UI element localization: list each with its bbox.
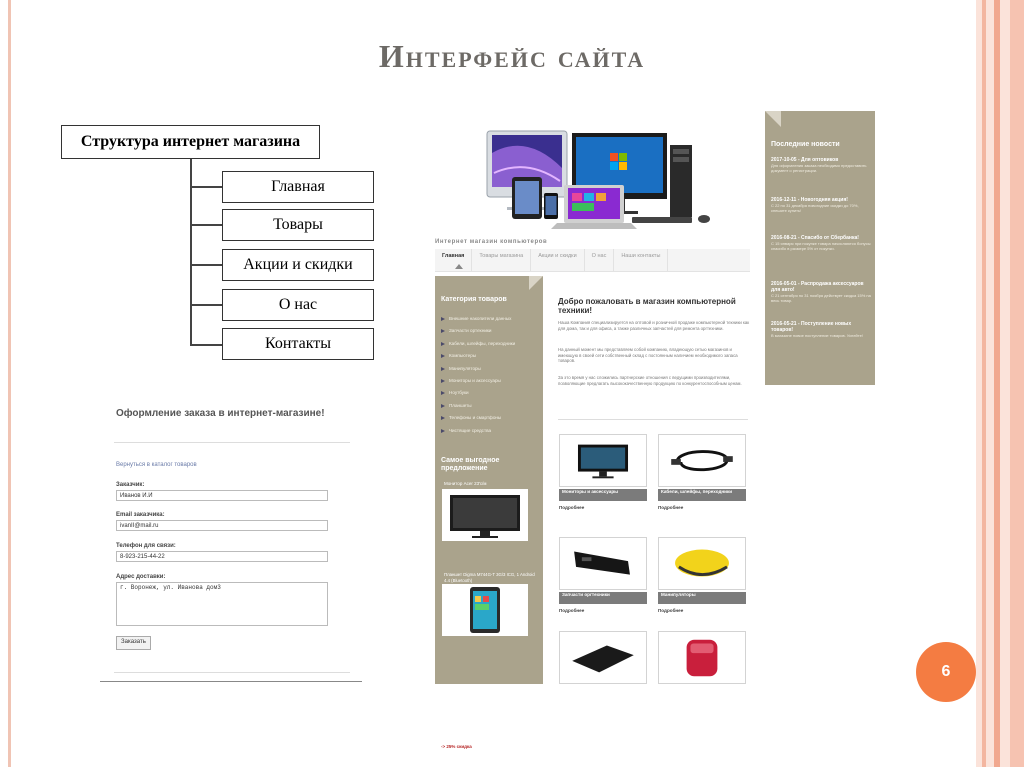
best-offer-title: Самое выгодное предложение — [441, 457, 500, 472]
category-item[interactable]: Планшеты — [441, 400, 515, 412]
category-item[interactable]: Внешние накопители данных — [441, 313, 515, 325]
product-more-link[interactable]: Подробнее — [559, 505, 585, 510]
page-number-badge: 6 — [916, 642, 976, 702]
discount-label: -> 25% скидка — [441, 744, 472, 749]
divider — [558, 419, 748, 420]
tree-branch — [190, 344, 222, 346]
hdd-product-image — [559, 631, 647, 684]
promo-discount — [441, 744, 499, 749]
news-item[interactable] — [771, 197, 871, 213]
structure-item-sales: Акции и скидки — [222, 249, 374, 281]
tree-branch — [190, 224, 222, 226]
structure-item-about: О нас — [222, 289, 374, 321]
form-bottom-line — [100, 681, 362, 682]
category-item[interactable]: Ноутбуки — [441, 387, 515, 399]
slide-title: Интерфейс сайта — [378, 38, 646, 74]
email-label: Email заказчика: — [116, 512, 165, 518]
address-textarea[interactable]: г. Воронеж, ул. Иванова дом3 — [116, 582, 328, 626]
news-item-heading: 2016-08-21 - Спасибо от Сбербанка! — [771, 235, 859, 241]
categories-sidebar — [435, 276, 543, 749]
news-item-heading: 2016-05-21 - Поступление новых товаров! — [771, 321, 852, 333]
computers-banner-image — [432, 113, 752, 235]
product-caption: Мониторы и аксессуары — [559, 489, 647, 501]
news-item[interactable] — [771, 281, 871, 303]
product-more-link[interactable]: Подробнее — [559, 608, 585, 613]
monitor-offer-image[interactable] — [442, 489, 528, 541]
email-input[interactable]: ivanII@mail.ru — [116, 520, 328, 531]
nav-tab-contacts[interactable]: Наши контакты — [614, 249, 668, 271]
website-mockup — [432, 113, 752, 749]
cable-product-image — [658, 434, 746, 487]
promo-text: Успейте приобрести товары по выгодным ценам! — [441, 730, 529, 741]
address-label: Адрес доставки: — [116, 574, 166, 580]
phone-product-image — [658, 631, 746, 684]
shop-name: Интернет магазин компьютеров — [435, 239, 548, 245]
product-more-link[interactable]: Подробнее — [658, 505, 684, 510]
category-item[interactable]: Чистящие средства — [441, 425, 515, 437]
order-form-title: Оформление заказа в интернет-магазине! — [116, 408, 325, 419]
customer-input[interactable]: Иванов И.И — [116, 490, 328, 501]
about-paragraph: За это время у нас сложились партнерские отношения с ведущими производителями, позволяющие предлагать высококачественную продукцию по конкурентоспособным ценам. — [558, 375, 742, 386]
decorative-stripes — [976, 0, 1024, 767]
news-panel — [765, 111, 875, 385]
news-item-text: С 21 сентября по 31 ноября действует скидка 15% на весь товар. — [771, 293, 871, 303]
product-card[interactable] — [559, 537, 647, 615]
structure-root: Структура интернет магазина — [61, 125, 320, 159]
offer-tablet-link[interactable]: Планшет Digma M744G-T 3G/3 ICG, 1 Android 4.4 (Bluetooth) — [444, 572, 535, 583]
news-item[interactable] — [771, 235, 871, 251]
news-item-text: В магазине новое поступление товаров. Успейте! — [771, 333, 863, 338]
category-item[interactable]: Кабели, шлейфы, переходники — [441, 338, 515, 350]
product-caption: Кабели, шлейфы, переходники — [658, 489, 746, 501]
structure-item-goods: Товары — [222, 209, 374, 241]
categories-title: Категория товаров — [441, 296, 507, 303]
nav-tab-about[interactable]: О нас — [585, 249, 615, 271]
category-item[interactable]: Запчасти ортехники — [441, 325, 515, 337]
corner-fold — [765, 111, 781, 127]
product-card[interactable] — [658, 434, 746, 512]
about-paragraph: На данный момент мы представляем собой компанию, владеющую сетью магазинов и имеющую в своей сети собственный склад с постоянным наличием необходимого запаса товаров. — [558, 347, 738, 364]
news-item-text: С 22 по 31 декабря новогодние скидки до 70%, спешите купить! — [771, 203, 859, 213]
nav-tab-goods[interactable]: Товары магазина — [472, 249, 531, 271]
offer-monitor-link[interactable]: Монитор Acer 23'с/м — [444, 481, 487, 486]
customer-label: Заказчик: — [116, 482, 145, 488]
product-caption: Манипуляторы — [658, 592, 746, 604]
categories-list — [441, 313, 515, 437]
nav-tab-main[interactable]: Главная — [435, 249, 472, 271]
cartridge-product-image — [559, 537, 647, 590]
product-more-link[interactable]: Подробнее — [658, 608, 684, 613]
news-item[interactable] — [771, 321, 871, 338]
welcome-heading: Добро пожаловать в магазин компьютерной техники! — [558, 297, 736, 315]
slide-border — [8, 0, 11, 767]
monitor-product-image — [559, 434, 647, 487]
tree-branch — [190, 304, 222, 306]
back-to-catalog-link[interactable]: Вернуться в каталог товаров — [116, 462, 197, 468]
structure-item-contacts: Контакты — [222, 328, 374, 360]
news-title: Последние новости — [771, 141, 840, 148]
category-item[interactable]: Компьютеры — [441, 350, 515, 362]
mouse-product-image — [658, 537, 746, 590]
news-item-text: С 15 января при покупке товара начисляются бонусы спасибо в размере 5% от покупки. — [771, 241, 871, 251]
product-card[interactable] — [559, 434, 647, 512]
active-tab-arrow-icon — [455, 264, 463, 269]
news-item[interactable] — [771, 157, 871, 173]
category-item[interactable]: Мониторы и аксессуары — [441, 375, 515, 387]
divider — [114, 442, 350, 443]
category-item[interactable]: Манипуляторы — [441, 363, 515, 375]
nav-tab-sales[interactable]: Акции и скидки — [531, 249, 584, 271]
category-item[interactable]: Телефоны и смартфоны — [441, 412, 515, 424]
product-card[interactable] — [658, 537, 746, 615]
tree-branch — [190, 186, 222, 188]
phone-label: Телефон для связи: — [116, 543, 176, 549]
product-caption: Запчасти оргтехники — [559, 592, 647, 604]
tree-branch — [190, 264, 222, 266]
phone-input[interactable]: 8-923-215-44-22 — [116, 551, 328, 562]
order-form — [100, 400, 362, 682]
structure-item-main: Главная — [222, 171, 374, 203]
product-card[interactable] — [658, 631, 746, 709]
about-paragraph: Наша Компания специализируется на оптовой и розничной продаже компьютерной техники как для дома, так и для офиса, а также различных запчастей для ремонта оргтехники. — [558, 320, 750, 331]
news-item-heading: 2016-12-11 - Новогодняя акция! — [771, 197, 848, 203]
tablet-offer-image[interactable] — [442, 584, 528, 636]
corner-fold — [529, 276, 543, 290]
news-item-heading: 2016-05-01 - Распродажа аксессуаров для авто! — [771, 281, 864, 293]
product-card[interactable] — [559, 631, 647, 709]
promo-more-link[interactable]: | Подробнее — [473, 744, 499, 749]
site-nav — [435, 249, 750, 272]
order-submit-button[interactable]: Заказать — [116, 636, 151, 650]
news-item-heading: 2017-10-05 - Для оптовиков — [771, 157, 839, 163]
divider — [114, 672, 350, 673]
news-item-text: Для оформления заказа необходимо предоставить документ о регистрации. — [771, 163, 867, 173]
